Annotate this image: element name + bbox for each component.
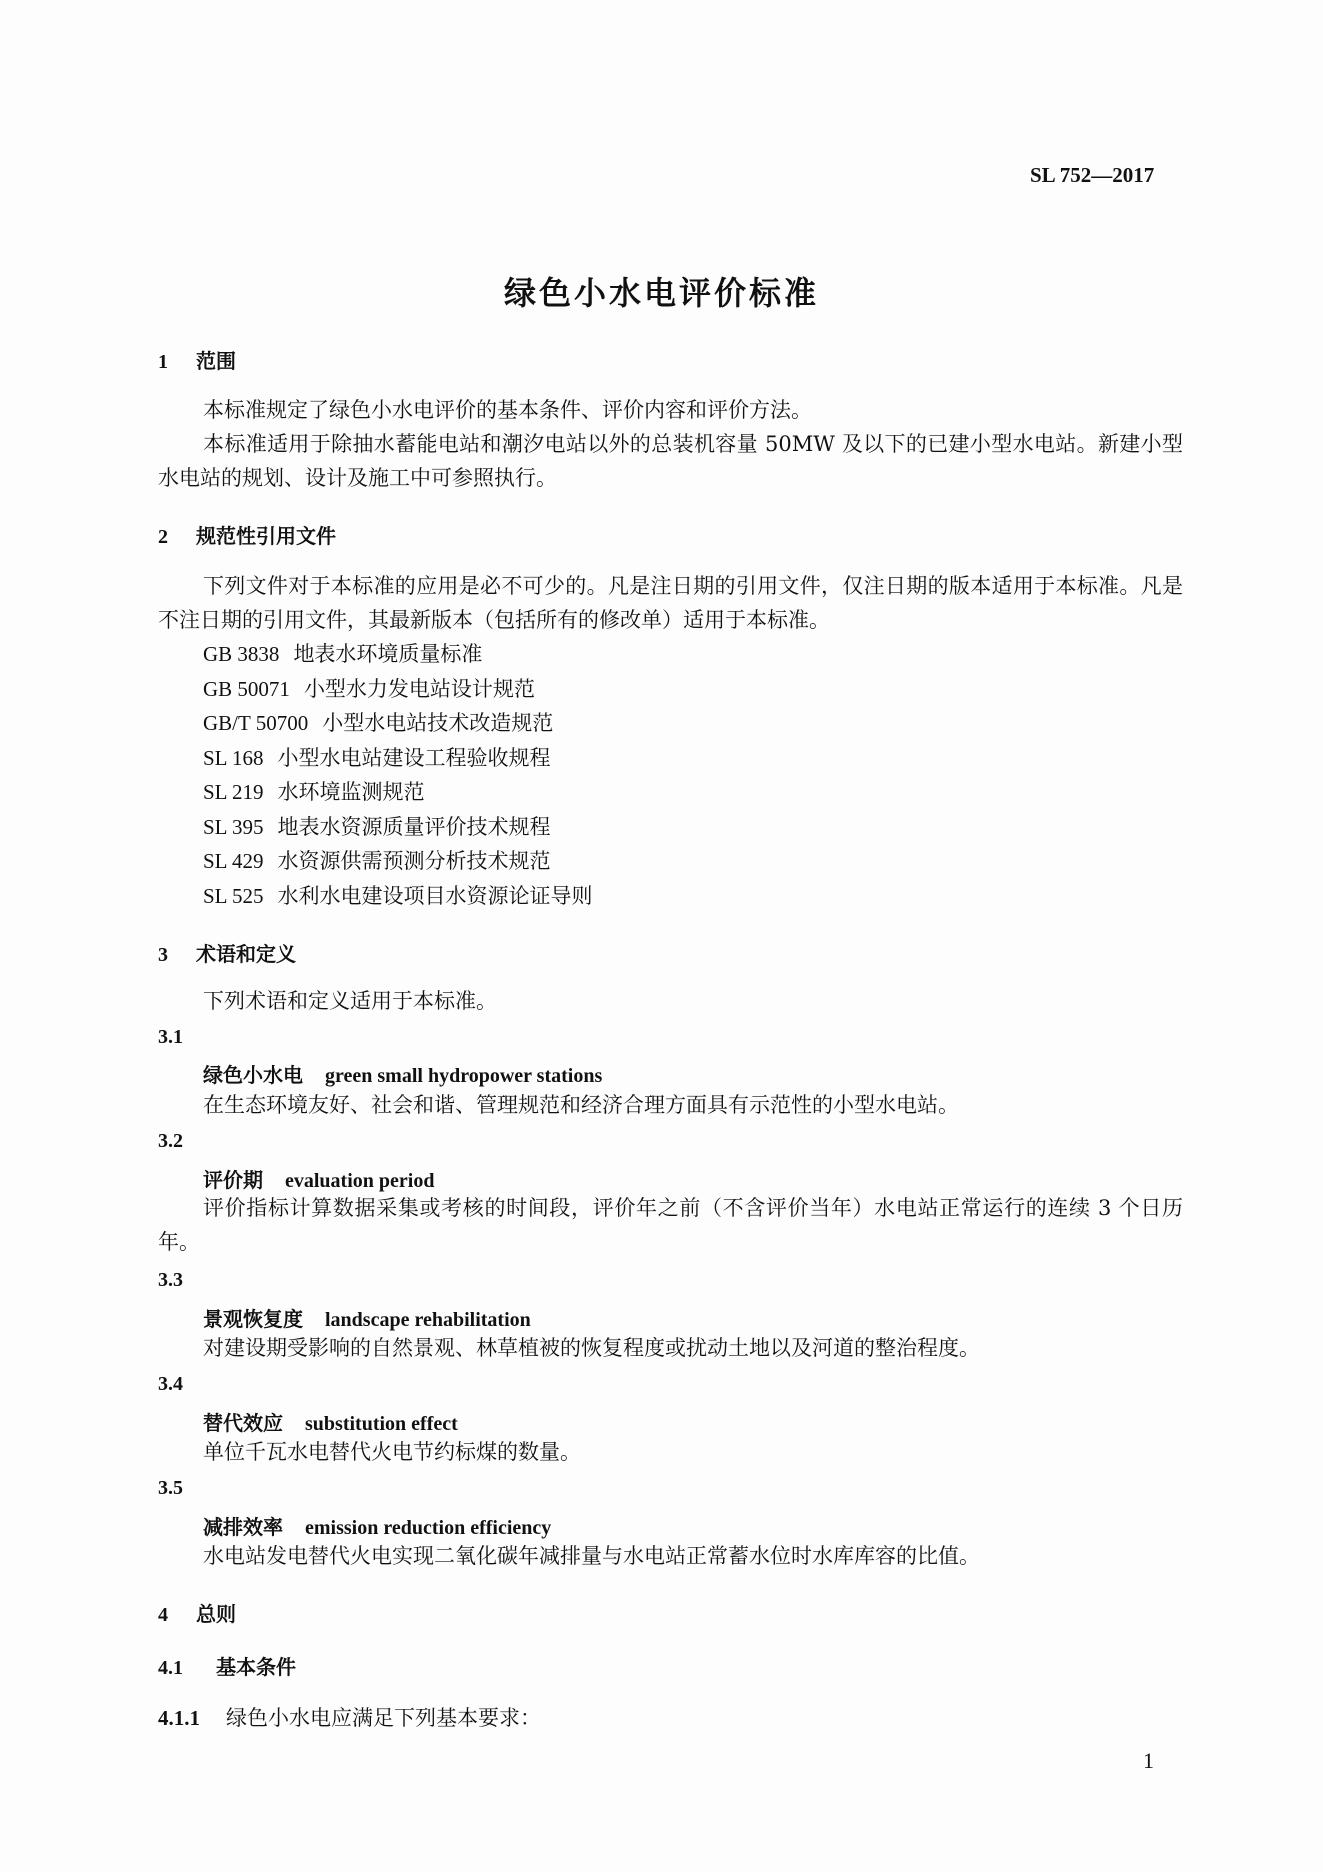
section-4-heading [158, 1598, 236, 1627]
term-number: 3.3 [158, 1269, 183, 1291]
term-number: 3.4 [158, 1373, 183, 1395]
term-heading [203, 1164, 434, 1193]
reference-code: GB 50071 [203, 677, 290, 701]
section-title: 规范性引用文件 [196, 524, 336, 548]
subsection-4-1-heading [158, 1651, 296, 1680]
subsection-title: 基本条件 [216, 1655, 296, 1679]
term-en: substitution effect [305, 1413, 458, 1435]
reference-name: 水环境监测规范 [277, 780, 425, 804]
term-en: evaluation period [285, 1170, 435, 1192]
reference-item [203, 673, 535, 703]
reference-code: GB/T 50700 [203, 711, 309, 735]
section-1-paragraph-2: 本标准适用于除抽水蓄能电站和潮汐电站以外的总装机容量 50MW 及以下的已建小型水电站。新建小型水电站的规划、设计及施工中可参照执行。 [158, 432, 1183, 490]
term-number: 3.5 [158, 1477, 183, 1499]
reference-item [203, 742, 550, 772]
term-heading [203, 1303, 531, 1332]
reference-code: GB 3838 [203, 642, 280, 666]
term-zh: 景观恢复度 [203, 1307, 303, 1331]
term-number: 3.1 [158, 1026, 183, 1048]
term-en: emission reduction efficiency [305, 1517, 552, 1539]
reference-name: 地表水环境质量标准 [293, 642, 483, 666]
term-number: 3.2 [158, 1130, 183, 1152]
term-zh: 评价期 [203, 1168, 263, 1192]
reference-name: 小型水电站建设工程验收规程 [277, 746, 551, 770]
reference-name: 水利水电建设项目水资源论证导则 [277, 884, 593, 908]
reference-code: SL 219 [203, 780, 264, 804]
page-number: 1 [1143, 1748, 1154, 1773]
term-zh: 替代效应 [203, 1411, 283, 1435]
section-2-heading [158, 520, 336, 549]
section-number: 1 [158, 351, 168, 373]
reference-name: 小型水电站技术改造规范 [322, 711, 554, 735]
term-definition: 水电站发电替代火电实现二氧化碳年减排量与水电站正常蓄水位时水库库容的比值。 [203, 1544, 980, 1568]
subsection-number: 4.1 [158, 1657, 183, 1679]
term-heading [203, 1059, 602, 1088]
term-zh: 减排效率 [203, 1515, 283, 1539]
section-number: 2 [158, 526, 168, 548]
standard-code: SL 752—2017 [1030, 163, 1155, 187]
term-heading [203, 1511, 551, 1540]
reference-code: SL 525 [203, 884, 264, 908]
reference-item [203, 845, 550, 875]
section-title: 术语和定义 [196, 942, 296, 966]
reference-name: 水资源供需预测分析技术规范 [277, 849, 551, 873]
section-1-heading [158, 345, 236, 374]
reference-item [203, 638, 482, 668]
section-2-paragraph-1: 下列文件对于本标准的应用是必不可少的。凡是注日期的引用文件，仅注日期的版本适用于本标准。凡是不注日期的引用文件，其最新版本（包括所有的修改单）适用于本标准。 [158, 574, 1183, 632]
reference-code: SL 395 [203, 815, 264, 839]
clause-text: 绿色小水电应满足下列基本要求： [226, 1706, 541, 1730]
reference-code: SL 429 [203, 849, 264, 873]
clause-number: 4.1.1 [158, 1706, 200, 1730]
term-definition: 单位千瓦水电替代火电节约标煤的数量。 [203, 1440, 581, 1464]
term-zh: 绿色小水电 [203, 1063, 303, 1087]
document-title: 绿色小水电评价标准 [503, 274, 819, 312]
reference-code: SL 168 [203, 746, 264, 770]
term-definition: 对建设期受影响的自然景观、林草植被的恢复程度或扰动土地以及河道的整治程度。 [203, 1336, 980, 1360]
section-title: 总则 [196, 1602, 236, 1626]
term-en: landscape rehabilitation [325, 1309, 531, 1331]
reference-name: 小型水力发电站设计规范 [303, 677, 535, 701]
section-number: 3 [158, 944, 168, 966]
term-heading [203, 1407, 458, 1436]
term-definition: 评价指标计算数据采集或考核的时间段，评价年之前（不含评价当年）水电站正常运行的连续 3 个日历年。 [158, 1196, 1183, 1254]
reference-item [203, 811, 550, 841]
term-definition: 在生态环境友好、社会和谐、管理规范和经济合理方面具有示范性的小型水电站。 [203, 1093, 959, 1117]
term-en: green small hydropower stations [325, 1065, 603, 1087]
section-3-paragraph-1: 下列术语和定义适用于本标准。 [203, 989, 497, 1013]
reference-name: 地表水资源质量评价技术规程 [277, 815, 551, 839]
section-title: 范围 [196, 349, 236, 373]
reference-item [203, 880, 592, 910]
clause-4-1-1 [158, 1702, 541, 1732]
section-number: 4 [158, 1604, 168, 1626]
reference-item [203, 776, 424, 806]
section-3-heading [158, 938, 296, 967]
section-1-paragraph-1: 本标准规定了绿色小水电评价的基本条件、评价内容和评价方法。 [203, 398, 812, 422]
reference-item [203, 707, 553, 737]
